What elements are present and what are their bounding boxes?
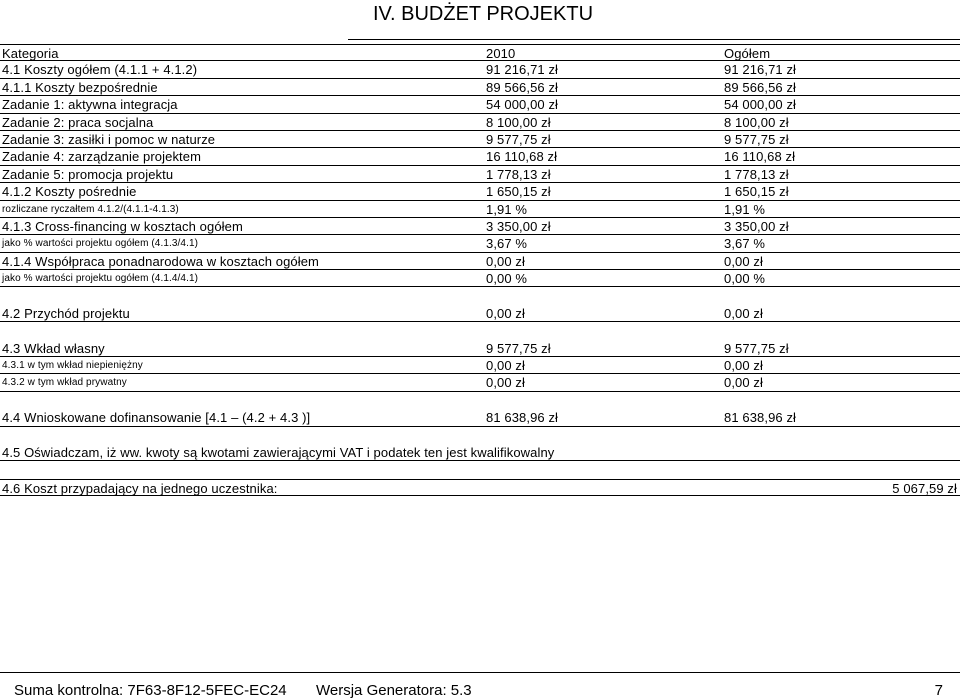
row-label: 4.3 Wkład własny [2, 340, 105, 356]
page-number: 7 [934, 682, 943, 699]
row-value-total: 3 350,00 zł [724, 218, 789, 234]
row-value-total: 1 778,13 zł [724, 166, 789, 182]
table-row [0, 357, 960, 374]
row-value-2010: 1 778,13 zł [486, 166, 551, 182]
table-header [0, 44, 960, 61]
row-value-2010: 54 000,00 zł [486, 97, 559, 113]
row-value-total: 0,00 zł [724, 305, 764, 321]
table-row [0, 218, 960, 235]
row-value-total: 89 566,56 zł [724, 79, 797, 95]
spacer [0, 322, 960, 339]
row-value-2010: 1,91 % [486, 201, 528, 217]
table-row [0, 148, 960, 165]
table-row [0, 166, 960, 183]
row-value-total: 0,00 zł [724, 375, 764, 391]
table-row [0, 79, 960, 96]
row-value-2010: 0,00 zł [486, 358, 526, 374]
row-label: jako % wartości projektu ogółem (4.1.3/4.1) [2, 238, 199, 250]
row-value-2010: 8 100,00 zł [486, 114, 551, 130]
header-category: Kategoria [2, 46, 59, 61]
row-label: 4.6 Koszt przypadający na jednego uczestnika: [2, 480, 278, 496]
row-label: 4.5 Oświadczam, iż ww. kwoty są kwotami zawierającymi VAT i podatek ten jest kwalifikowalny [2, 444, 555, 460]
row-value-2010: 0,00 zł [486, 253, 526, 269]
title-rule [348, 39, 960, 40]
budget-table [0, 44, 960, 496]
row-value-total: 54 000,00 zł [724, 97, 797, 113]
row-value-2010: 91 216,71 zł [486, 62, 559, 78]
header-year: 2010 [486, 46, 516, 61]
row-label: 4.3.2 w tym wkład prywatny [2, 377, 127, 389]
row-value-2010: 9 577,75 zł [486, 131, 551, 147]
row-value-2010: 81 638,96 zł [486, 410, 559, 426]
table-row [0, 340, 960, 357]
spacer [0, 427, 960, 444]
row-value-2010: 3 350,00 zł [486, 218, 551, 234]
row-label: Zadanie 5: promocja projektu [2, 166, 174, 182]
row-value-total: 81 638,96 zł [724, 410, 797, 426]
row-label: 4.1.4 Współpraca ponadnarodowa w kosztach ogółem [2, 253, 319, 269]
table-row [0, 96, 960, 113]
row-value-total: 16 110,68 zł [724, 149, 796, 165]
table-row [0, 114, 960, 131]
table-row [0, 235, 960, 252]
table-row-grant [0, 409, 960, 426]
table-row-income [0, 305, 960, 322]
row-label: 4.3.1 w tym wkład niepieniężny [2, 360, 143, 372]
row-label: 4.1.2 Koszty pośrednie [2, 184, 137, 200]
row-value-2010: 1 650,15 zł [486, 184, 551, 200]
row-label: rozliczane ryczałtem 4.1.2/(4.1.1-4.1.3) [2, 203, 179, 215]
row-value-total: 1 650,15 zł [724, 184, 789, 200]
row-value-total: 9 577,75 zł [724, 131, 789, 147]
row-label: Zadanie 4: zarządzanie projektem [2, 149, 202, 165]
row-value-2010: 3,67 % [486, 236, 528, 252]
row-value-total: 0,00 zł [724, 358, 764, 374]
row-label: 4.1 Koszty ogółem (4.1.1 + 4.1.2) [2, 62, 198, 78]
table-row [0, 253, 960, 270]
row-label: 4.1.1 Koszty bezpośrednie [2, 79, 158, 95]
table-row [0, 61, 960, 78]
row-value-2010: 89 566,56 zł [486, 79, 559, 95]
header-total: Ogółem [724, 46, 771, 61]
row-value-total: 8 100,00 zł [724, 114, 789, 130]
generator-version: Wersja Generatora: 5.3 [316, 682, 472, 699]
row-label: 4.1.3 Cross-financing w kosztach ogółem [2, 218, 243, 234]
row-value-2010: 16 110,68 zł [486, 149, 558, 165]
page-footer [0, 672, 960, 700]
table-row-per-participant [0, 479, 960, 496]
row-value-2010: 0,00 zł [486, 305, 526, 321]
table-row [0, 270, 960, 287]
row-value-total: 0,00 zł [724, 253, 764, 269]
row-value-total: 1,91 % [724, 201, 766, 217]
spacer [0, 392, 960, 409]
row-label: Zadanie 2: praca socjalna [2, 114, 154, 130]
spacer [0, 287, 960, 304]
page-title: IV. BUDŻET PROJEKTU [372, 3, 594, 25]
row-value-total: 0,00 % [724, 271, 766, 287]
table-row-vat [0, 444, 960, 461]
row-value-total: 91 216,71 zł [724, 62, 797, 78]
row-value-2010: 0,00 % [486, 271, 528, 287]
row-label: 4.4 Wnioskowane dofinansowanie [4.1 – (4.2 + 4.3 )] [2, 410, 311, 426]
table-row [0, 131, 960, 148]
row-value-2010: 9 577,75 zł [486, 340, 551, 356]
spacer [0, 461, 960, 478]
checksum: Suma kontrolna: 7F63-8F12-5FEC-EC24 [14, 682, 287, 699]
row-label: jako % wartości projektu ogółem (4.1.4/4.1) [2, 273, 199, 285]
row-label: Zadanie 3: zasiłki i pomoc w naturze [2, 131, 216, 147]
table-row [0, 201, 960, 218]
row-label: 4.2 Przychód projektu [2, 305, 130, 321]
row-value-total: 5 067,59 zł [892, 480, 957, 496]
row-value-2010: 0,00 zł [486, 375, 526, 391]
row-value-total: 9 577,75 zł [724, 340, 789, 356]
table-row [0, 374, 960, 391]
table-row [0, 183, 960, 200]
row-value-total: 3,67 % [724, 236, 766, 252]
row-label: Zadanie 1: aktywna integracja [2, 97, 178, 113]
